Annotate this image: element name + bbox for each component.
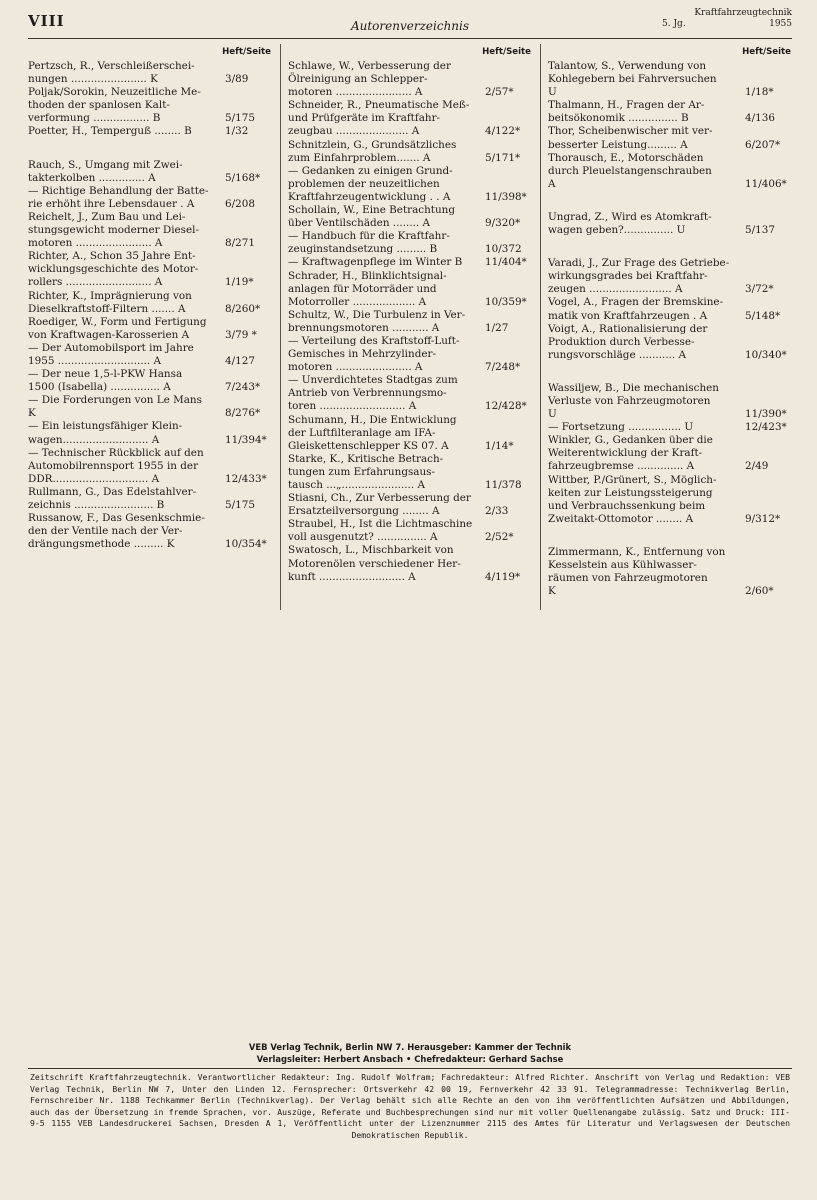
entry-issue-page: 3/72* xyxy=(745,283,774,296)
index-entry xyxy=(28,250,273,289)
entry-text: Reichelt, J., Zum Bau und Lei- stungsgewicht moderner Diesel- motoren ....................... A xyxy=(28,210,199,250)
publisher-block xyxy=(40,1041,780,1065)
page-title: Autorenverzeichnis xyxy=(350,19,470,33)
entry-issue-page: 6/207* xyxy=(745,138,781,151)
entry-text: Schnitzlein, G., Grundsätzliches zum Einfahrproblem....... A xyxy=(288,138,457,164)
entry-text: Russanow, F., Das Gesenkschmie- den der Ventile nach der Ver- drängungsmethode ......... K xyxy=(28,512,205,551)
entry-text: Thor, Scheibenwischer mit ver- besserter Leistung......... A xyxy=(548,125,713,151)
index-entry xyxy=(548,257,793,296)
entry-text: — Unverdichtetes Stadtgas zum Antrieb von Verbrennungsmo- toren .......................... A xyxy=(288,374,458,413)
entry-issue-page: 1/18* xyxy=(745,86,774,99)
entry-issue-page: 8/271 xyxy=(225,237,255,250)
entry-text: — Technischer Rückblick auf den Automobilrennsport 1955 in der DDR............................. A xyxy=(28,446,204,485)
entry-issue-page: 7/248* xyxy=(485,361,521,374)
author-index-column xyxy=(28,44,273,624)
entry-text: Wassiljew, B., Die mechanischen Verluste von Fahrzeugmotoren U xyxy=(548,381,719,421)
index-entry xyxy=(288,165,533,204)
entry-issue-page: 2/52* xyxy=(485,531,514,544)
entry-issue-page: 5/148* xyxy=(745,309,781,322)
imprint-text: Zeitschrift Kraftfahrzeugtechnik. Verantwortlicher Redakteur: Ing. Rudolf Wolfram; Fachredakteur: Alfred Richter. Anschrift von Verlag und Redaktion: VEB Verlag Technik, Berlin NW 7, Unter den Linden 12. Fernsprecher: Ortsverkehr 42 00 19, Fernverkehr 42 33 91. Telegrammadresse: Technikverlag Berlin, Fernschreiber Nr. 1188 Techkammer Berlin (Technikverlag). Der Verlag behält sich alle Rechte an den von ihm veröffentlichten Aufsätzen und Abbildungen, auch das der Übersetzung in fremde Sprachen, vor. Auszüge, Referate und Buchbesprechungen sind nur mit voller Quellenangabe zulässig. Satz und Druck: III-9-5 1155 VEB Landesdruckerei Sachsen, Dresden A 1, Veröffentlicht unter der Lizenznummer 2115 des Amtes für Literatur und Verlagswesen der Deutschen Demokratischen Republik. xyxy=(30,1072,790,1140)
entry-text: Pertzsch, R., Verschleißerschei- nungen ....................... K xyxy=(28,60,195,86)
index-entry xyxy=(288,492,533,518)
entry-text: — Die Forderungen von Le Mans K xyxy=(28,394,202,420)
index-entry xyxy=(288,309,533,335)
entry-issue-page: 11/406* xyxy=(745,177,787,190)
entry-issue-page: 8/276* xyxy=(225,407,261,420)
column-divider xyxy=(540,44,541,610)
index-entry xyxy=(28,447,273,486)
entry-issue-page: 3/79 * xyxy=(225,328,257,341)
entry-issue-page: 10/354* xyxy=(225,538,267,551)
entry-issue-page: 2/60* xyxy=(745,585,774,598)
entry-text: Starke, K., Kritische Betrach- tungen zum Erfahrungsaus- tausch ...„...................... A xyxy=(288,452,444,491)
entry-issue-page: 3/89 xyxy=(225,73,249,86)
entry-issue-page: 12/433* xyxy=(225,472,267,485)
entry-issue-page: 6/208 xyxy=(225,197,255,210)
index-entry xyxy=(288,204,533,230)
index-entry xyxy=(28,290,273,316)
entry-issue-page: 10/372 xyxy=(485,243,522,256)
publisher-line: VEB Verlag Technik, Berlin NW 7. Herausgeber: Kammer der Technik xyxy=(248,1042,572,1052)
index-entry xyxy=(548,546,793,598)
entry-issue-page: 2/49 xyxy=(745,460,769,473)
entry-text: Winkler, G., Gedanken über die Weiterentwicklung der Kraft- fahrzeugbremse .............. A xyxy=(548,434,713,473)
entry-text: Rullmann, G., Das Edelstahlver- zeichnis ........................ B xyxy=(28,485,197,511)
entry-text: — Verteilung des Kraftstoff-Luft- Gemisches in Mehrzylinder- motoren ....................... A xyxy=(288,334,460,374)
publisher-line: Verlagsleiter: Herbert Ansbach • Chefredakteur: Gerhard Sachse xyxy=(256,1054,564,1064)
journal-info xyxy=(662,8,792,30)
index-entry xyxy=(548,211,793,237)
entry-text: Schneider, R., Pneumatische Meß- und Prüfgeräte im Kraftfahr- zeugbau ...................... A xyxy=(288,99,470,138)
index-entry xyxy=(28,342,273,368)
entry-issue-page: 11/394* xyxy=(225,433,267,446)
entry-text: — Kraftwagenpflege im Winter B xyxy=(288,256,463,269)
index-entry xyxy=(288,270,533,309)
entry-text: Stiasni, Ch., Zur Verbesserung der Ersatzteilversorgung ........ A xyxy=(288,492,471,518)
entry-text: Schrader, H., Blinklichtsignal- anlagen für Motorräder und Motorroller ................... A xyxy=(288,269,447,308)
index-entry xyxy=(288,544,533,583)
page-header xyxy=(28,8,792,40)
index-entry xyxy=(28,185,273,211)
entry-issue-page: 11/398* xyxy=(485,190,527,203)
column-header: Heft/Seite xyxy=(482,47,531,57)
index-entry xyxy=(288,374,533,413)
entry-text: Poetter, H., Temperguß ........ B xyxy=(28,125,192,138)
entry-issue-page: 5/137 xyxy=(745,224,775,237)
entry-issue-page: 10/359* xyxy=(485,295,527,308)
author-index-column xyxy=(548,44,793,624)
index-entry xyxy=(28,420,273,446)
index-entry xyxy=(548,323,793,362)
index-entry xyxy=(548,421,793,434)
entry-text: Varadi, J., Zur Frage des Getriebe- wirkungsgrades bei Kraftfahr- zeugen ......................... A xyxy=(548,257,730,296)
entry-issue-page: 8/260* xyxy=(225,302,261,315)
entry-text: — Ein leistungsfähiger Klein- wagen.......................... A xyxy=(28,420,183,446)
entry-text: Wittber, P./Grünert, S., Möglich- keiten zur Leistungssteigerung und Verbrauchssenkung beim Zweitakt-Ottomotor ........ A xyxy=(548,473,717,525)
entry-issue-page: 4/127 xyxy=(225,354,255,367)
entry-text: Poljak/Sorokin, Neuzeitliche Me- thoden der spanlosen Kalt- verformung ................. B xyxy=(28,86,201,125)
index-entry xyxy=(548,60,793,99)
entry-issue-page: 12/423* xyxy=(745,421,787,434)
entry-issue-page: 7/243* xyxy=(225,381,261,394)
index-entry xyxy=(28,159,273,185)
page-number: VIII xyxy=(28,12,65,30)
index-entry xyxy=(548,434,793,473)
index-entry xyxy=(28,486,273,512)
index-entry xyxy=(288,453,533,492)
entry-text: — Gedanken zu einigen Grund- problemen der neuzeitlichen Kraftfahrzeugentwicklung . . A xyxy=(288,164,453,203)
entry-issue-page: 10/340* xyxy=(745,348,787,361)
entry-text: Rauch, S., Umgang mit Zwei- takterkolben .............. A xyxy=(28,158,183,184)
column-header: Heft/Seite xyxy=(742,47,791,57)
entry-issue-page: 11/390* xyxy=(745,408,787,421)
footer-rule xyxy=(28,1068,792,1069)
index-entry xyxy=(288,414,533,453)
index-entry xyxy=(548,296,793,322)
entry-text: — Richtige Behandlung der Batte- rie erhöht ihre Lebensdauer . A xyxy=(28,184,209,210)
entry-issue-page: 9/312* xyxy=(745,512,781,525)
index-entry xyxy=(288,335,533,374)
index-entry xyxy=(288,60,533,99)
entry-text: Schultz, W., Die Turbulenz in Ver- brennungsmotoren ........... A xyxy=(288,308,466,334)
entry-issue-page: 4/119* xyxy=(485,570,521,583)
entry-issue-page: 11/378 xyxy=(485,479,522,491)
index-entry xyxy=(548,152,793,191)
index-entry xyxy=(288,518,533,544)
entry-issue-page: 5/175 xyxy=(225,499,255,511)
entry-text: Schlawe, W., Verbesserung der Ölreinigung an Schlepper- motoren ....................... A xyxy=(288,60,451,99)
entry-text: Richter, A., Schon 35 Jahre Ent- wicklungsgeschichte des Motor- rollers .......................... A xyxy=(28,250,199,289)
entry-issue-page: 11/404* xyxy=(485,256,527,269)
entry-text: Straubel, H., Ist die Lichtmaschine voll ausgenutzt? ............... A xyxy=(288,518,473,544)
author-index-column xyxy=(288,44,533,624)
journal-name: Kraftfahrzeugtechnik xyxy=(694,8,792,18)
entry-text: Thorausch, E., Motorschäden durch Pleuelstangenschrauben A xyxy=(548,151,712,190)
index-entry xyxy=(288,256,533,269)
entry-text: — Der neue 1,5-l-PKW Hansa 1500 (Isabella) ............... A xyxy=(28,368,183,394)
entry-text: — Handbuch für die Kraftfahr- zeuginstandsetzung ......... B xyxy=(288,230,450,256)
entry-text: Thalmann, H., Fragen der Ar- beitsökonomik ............... B xyxy=(548,99,705,125)
index-entry xyxy=(548,125,793,151)
journal-year: 1955 xyxy=(769,19,792,29)
index-entry xyxy=(28,86,273,125)
entry-issue-page: 1/14* xyxy=(485,439,514,452)
index-entry xyxy=(548,99,793,125)
index-entry xyxy=(288,230,533,256)
index-entry xyxy=(28,211,273,250)
index-entry xyxy=(288,99,533,138)
entry-issue-page: 9/320* xyxy=(485,217,521,230)
entry-text: — Der Automobilsport im Jahre 1955 ............................ A xyxy=(28,341,194,367)
entry-text: Schollain, W., Eine Betrachtung über Ventilschäden ........ A xyxy=(288,204,456,230)
entry-text: Ungrad, Z., Wird es Atomkraft- wagen geben?............... U xyxy=(548,210,712,237)
entry-issue-page: 5/175 xyxy=(225,112,255,125)
entry-text: — Fortsetzung ................ U xyxy=(548,421,694,434)
index-entry xyxy=(28,368,273,394)
column-header: Heft/Seite xyxy=(222,47,271,57)
entry-text: Swatosch, L., Mischbarkeit von Motorenölen verschiedener Her- kunft .......................... A xyxy=(288,544,461,583)
entry-issue-page: 2/33 xyxy=(485,505,509,518)
index-entry xyxy=(28,125,273,138)
entry-text: Talantow, S., Verwendung von Kohlegebern bei Fahrversuchen U xyxy=(548,60,717,99)
header-rule xyxy=(28,38,792,39)
journal-volume: 5. Jg. xyxy=(662,19,686,29)
entry-text: Voigt, A., Rationalisierung der Produktion durch Verbesse- rungsvorschläge ........... A xyxy=(548,322,708,361)
entry-issue-page: 2/57* xyxy=(485,86,514,99)
entry-text: Zimmermann, K., Entfernung von Kesselstein aus Kühlwasser- räumen von Fahrzeugmotoren K xyxy=(548,545,726,598)
index-entry xyxy=(28,316,273,342)
index-entry xyxy=(28,512,273,551)
entry-text: Richter, K., Imprägnierung von Dieselkraftstoff-Filtern ....... A xyxy=(28,289,192,315)
index-entry xyxy=(28,394,273,420)
entry-issue-page: 5/171* xyxy=(485,151,521,164)
entry-issue-page: 1/27 xyxy=(485,321,509,334)
entry-issue-page: 1/19* xyxy=(225,276,254,289)
entry-issue-page: 1/32 xyxy=(225,125,249,138)
index-entry xyxy=(28,60,273,86)
entry-text: Roediger, W., Form und Fertigung von Kraftwagen-Karosserien A xyxy=(28,315,207,341)
entry-issue-page: 12/428* xyxy=(485,400,527,413)
index-entry xyxy=(548,382,793,421)
entry-text: Schumann, H., Die Entwicklung der Luftfilteranlage am IFA- Gleiskettenschlepper KS 07. A xyxy=(288,413,457,452)
entry-issue-page: 4/122* xyxy=(485,125,521,138)
entry-issue-page: 5/168* xyxy=(225,171,261,184)
entry-text: Vogel, A., Fragen der Bremskine- matik von Kraftfahrzeugen . A xyxy=(548,296,724,322)
entry-issue-page: 4/136 xyxy=(745,112,775,125)
column-divider xyxy=(280,44,281,610)
index-entry xyxy=(548,474,793,526)
index-entry xyxy=(288,139,533,165)
